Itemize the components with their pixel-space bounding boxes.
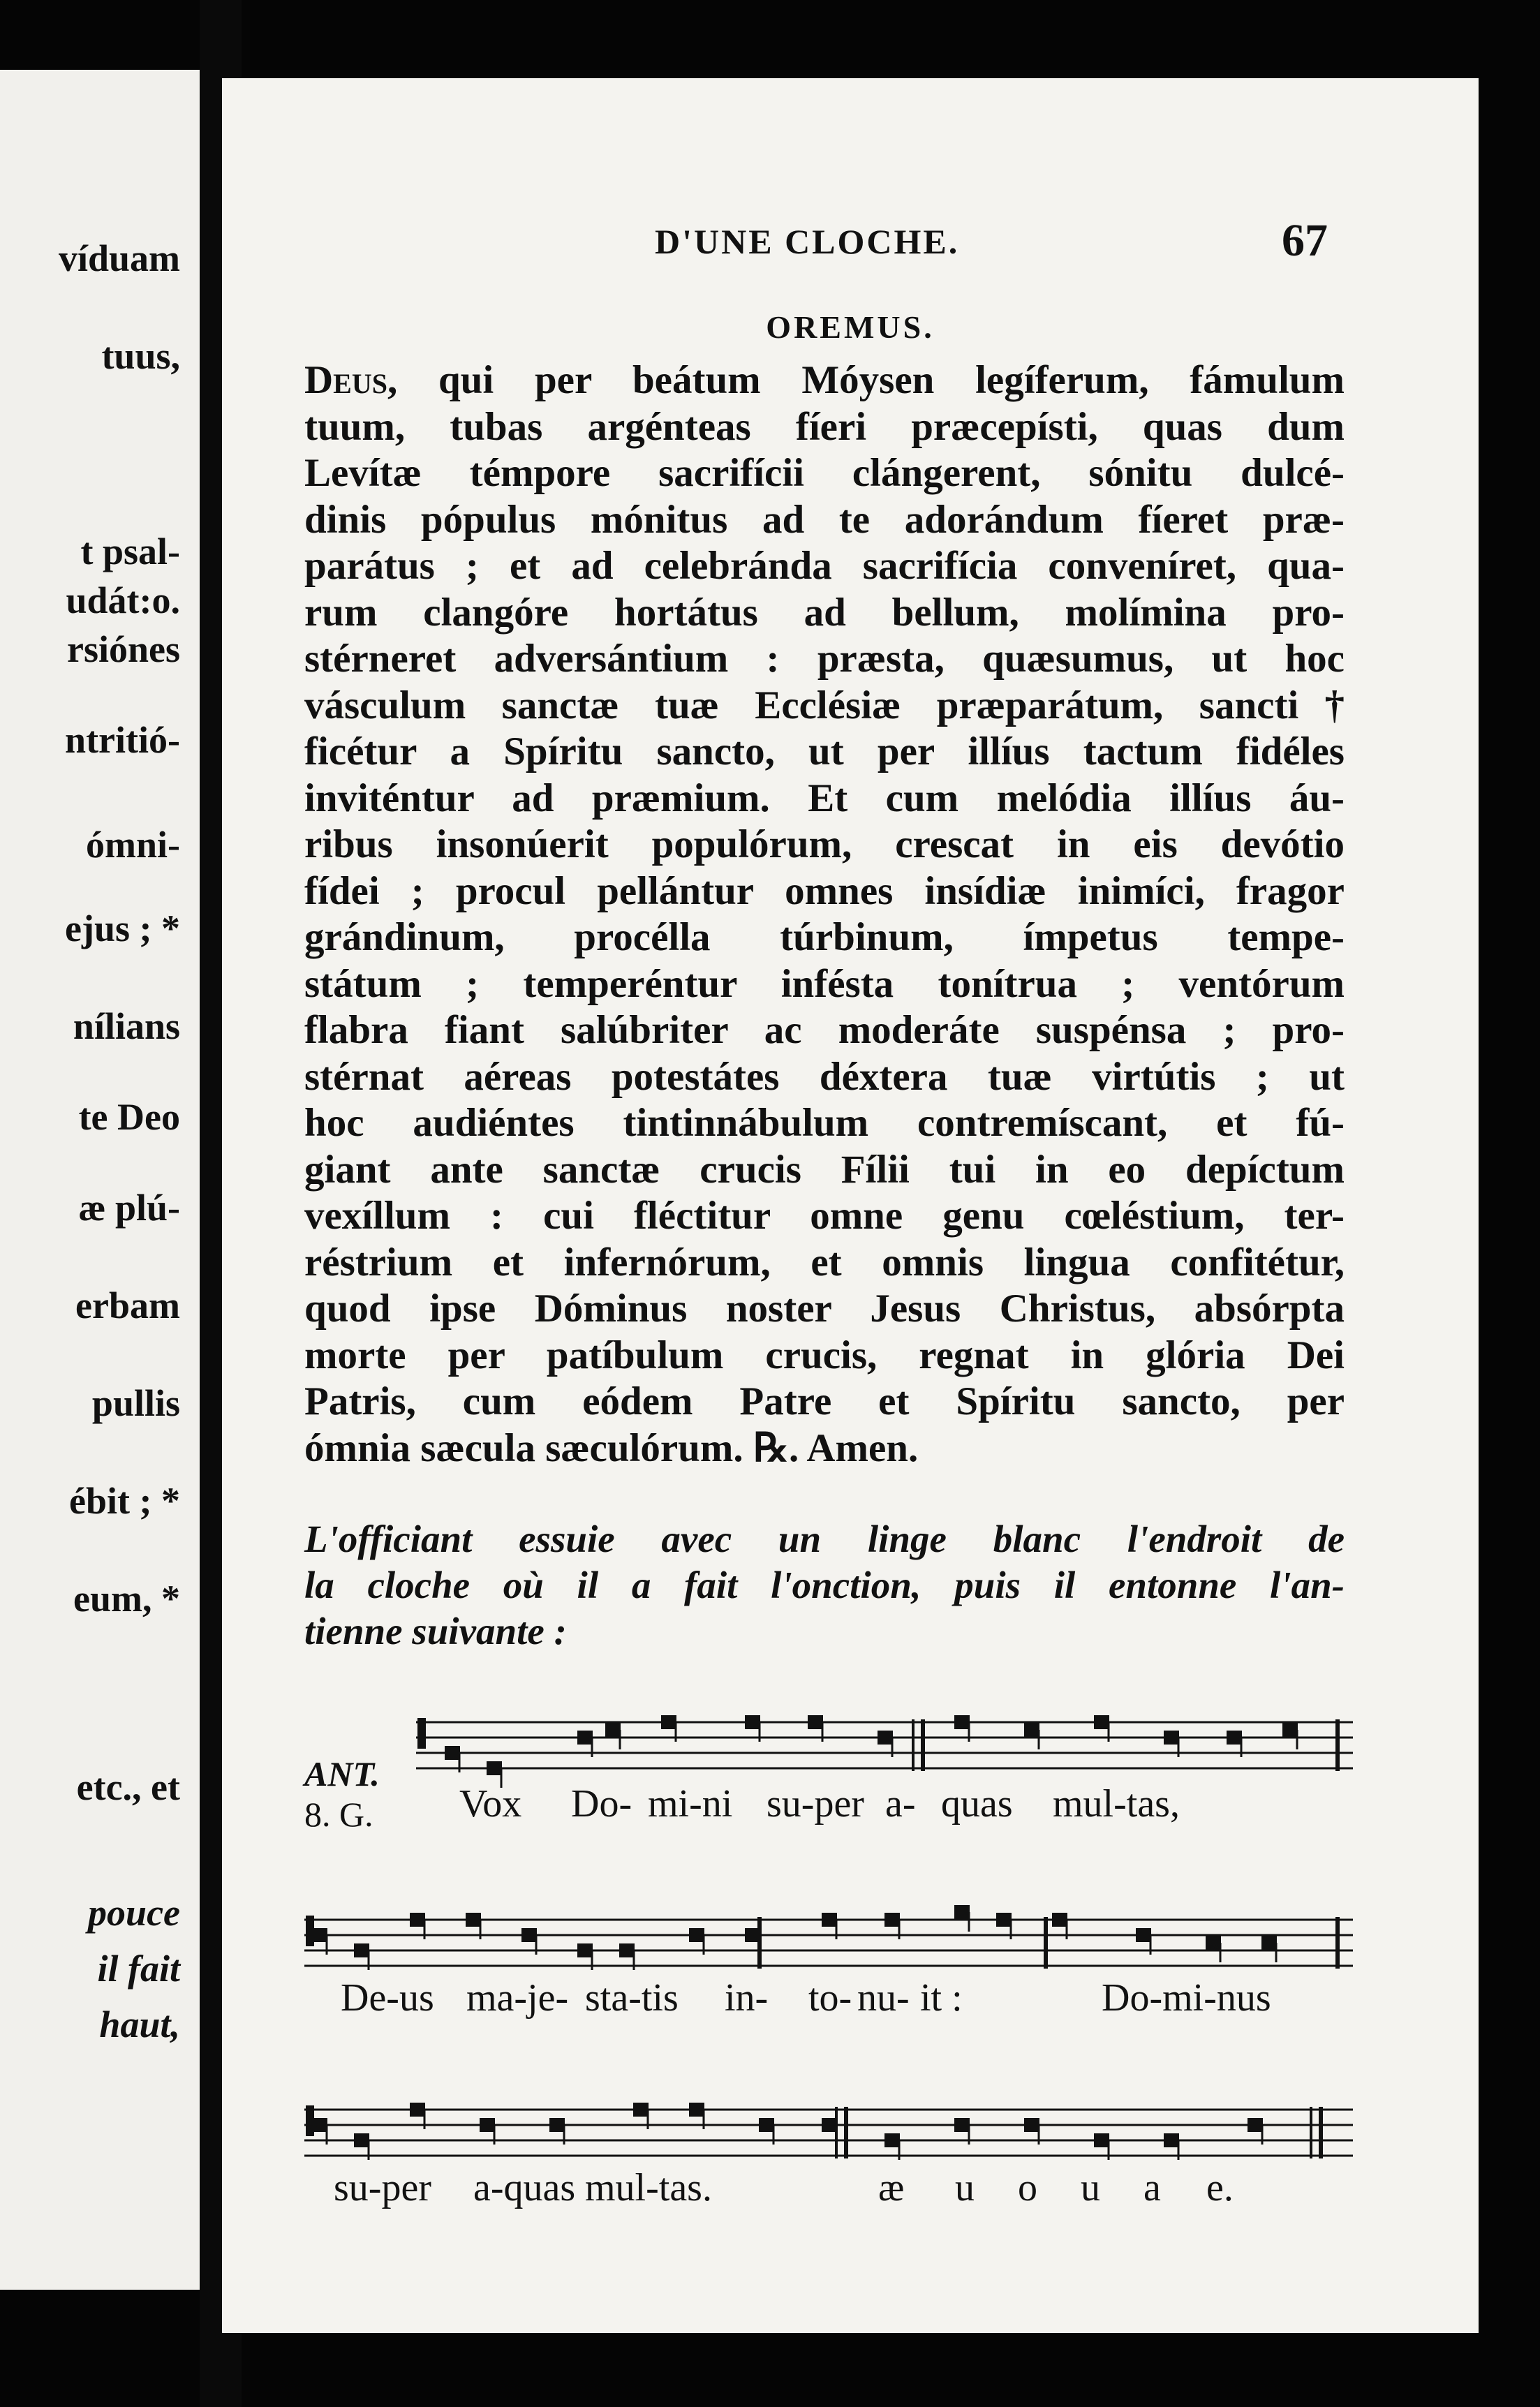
neume [1164, 2133, 1179, 2147]
facing-page-line: tuus, [101, 335, 180, 377]
facing-page-line: etc., et [76, 1766, 180, 1808]
prayer-line: grándinum, procélla túrbinum, ímpetus tempe- [304, 915, 1345, 959]
prayer-line: hoc audiéntes tintinnábulum contremíscant, et fú- [304, 1101, 1345, 1145]
lyric-syllable: su-per [767, 1782, 864, 1825]
prayer-line: morte per patíbulum crucis, regnat in glória Dei [304, 1333, 1345, 1377]
neume [1282, 1723, 1298, 1737]
lyric-syllable: Vox [459, 1782, 522, 1825]
neume [577, 1731, 593, 1745]
prayer-line: giant ante sanctæ crucis Fílii tui in eo depíctum [304, 1147, 1345, 1192]
prayer-line: stérneret adversántium : præsta, quæsumus, ut hoc [304, 637, 1345, 681]
neume [1247, 2118, 1263, 2132]
neume [445, 1746, 460, 1760]
facing-page [0, 70, 200, 2290]
neume [1024, 2118, 1039, 2132]
prayer-line: rum clangóre hortátus ad bellum, molímina pro- [304, 590, 1345, 635]
neume [312, 2118, 327, 2132]
prayer-line [304, 357, 1345, 404]
lyric-syllable: mul-tas, [1053, 1782, 1180, 1825]
prayer-line: vexíllum : cui fléctitur omne genu cœléstium, ter- [304, 1194, 1345, 1238]
section-heading: OREMUS. [766, 309, 935, 345]
antiphon-abbrev: ANT. [304, 1754, 380, 1793]
facing-page-line: víduam [58, 237, 180, 279]
neume [354, 2133, 369, 2147]
prayer-line: parátus ; et ad celebránda sacrifícia conveníret, qua- [304, 544, 1345, 588]
prayer-line: quod ipse Dóminus noster Jesus Christus, absórpta [304, 1287, 1345, 1331]
facing-page-line: ómni- [86, 824, 180, 866]
lyric-syllable: mi-ni [648, 1782, 733, 1825]
prayer-line: stérnat aéreas potestátes déxtera tuæ virtútis ; ut [304, 1054, 1345, 1099]
dropcap-word: Deus, [304, 358, 398, 402]
facing-page-line: te Deo [78, 1096, 180, 1138]
prayer-line: dinis pópulus mónitus ad te adorándum fíeret præ- [304, 497, 1345, 542]
neume [1094, 2133, 1109, 2147]
facing-page-line: t psal- [80, 531, 180, 572]
neume [1164, 1731, 1179, 1745]
facing-page-line: nílians [73, 1005, 180, 1047]
neume [1052, 1913, 1067, 1927]
prayer-line: ficétur a Spíritu sancto, ut per illíus tactum fidéles [304, 729, 1345, 773]
neume [996, 1913, 1012, 1927]
prayer-line: Patris, cum eódem Patre et Spíritu sancto, per [304, 1379, 1345, 1423]
neume [884, 1913, 900, 1927]
neume [661, 1715, 676, 1729]
neume [689, 2103, 704, 2117]
antiphon-mode: 8. G. [304, 1795, 373, 1834]
lyric-syllable: quas [941, 1782, 1013, 1825]
lyric-syllable: a-quas [473, 2166, 576, 2209]
lyric-syllable: De-us [341, 1976, 434, 2020]
prayer-line: inviténtur ad præmium. Et cum melódia illíus áu- [304, 776, 1345, 820]
facing-page-line: rsiónes [67, 628, 180, 670]
neume [1206, 1936, 1221, 1950]
prayer-line: réstrium et infernórum, et omnis lingua confitétur, [304, 1240, 1345, 1284]
neume [312, 1928, 327, 1942]
neume [954, 1905, 970, 1919]
facing-page-line: ntritió- [65, 719, 180, 761]
facing-page-line: ébit ; * [69, 1480, 180, 1522]
page-number: 67 [1282, 215, 1328, 266]
facing-page-line: ejus ; * [65, 908, 180, 949]
neume [619, 1943, 635, 1957]
facing-page-line: haut, [99, 2004, 180, 2045]
neume [1261, 1936, 1277, 1950]
neume [759, 2118, 774, 2132]
neume [577, 1943, 593, 1957]
prayer-line: státum ; temperéntur infésta tonítrua ; ventórum [304, 961, 1345, 1006]
lyric-syllable: æ [878, 2166, 905, 2209]
lyric-syllable: sta-tis [585, 1976, 679, 2020]
facing-page-line: pullis [91, 1382, 180, 1424]
neume [549, 2118, 565, 2132]
facing-page-line: erbam [75, 1284, 180, 1326]
neume [954, 2118, 970, 2132]
lyric-syllable: Do- [571, 1782, 632, 1825]
running-head [222, 215, 1479, 270]
neume [689, 1928, 704, 1942]
book-page [222, 78, 1479, 2333]
facing-page-line: eum, * [73, 1578, 180, 1620]
facing-page-line: æ plú- [78, 1187, 180, 1229]
prayer-line: ribus insonúerit populórum, crescat in eis devótio [304, 822, 1345, 866]
neume [878, 1731, 893, 1745]
lyric-syllable: o [1018, 2166, 1037, 2209]
neume [808, 1715, 823, 1729]
neume [1136, 1928, 1151, 1942]
neume [822, 1913, 837, 1927]
neume [480, 2118, 495, 2132]
neume [954, 1715, 970, 1729]
rubric-line: tienne suivante : [304, 1610, 567, 1652]
clef-mark [417, 1718, 426, 1749]
neume [521, 1928, 537, 1942]
neume [410, 1913, 425, 1927]
facing-page-line: pouce [88, 1892, 180, 1934]
neume [822, 2118, 837, 2132]
lyric-syllable: to- [808, 1976, 852, 2020]
first-line-text: qui per beátum Móysen legíferum, fámulum [397, 358, 1345, 402]
lyric-syllable: in- [725, 1976, 769, 2020]
lyric-syllable: Do-mi-nus [1102, 1976, 1271, 2020]
neume [745, 1715, 760, 1729]
prayer-text [304, 357, 1345, 1472]
prayer-line: ómnia sæcula sæculórum. ℞. Amen. [304, 1425, 919, 1470]
lyric-syllable: e. [1206, 2166, 1234, 2209]
prayer-line: Levítæ témpore sacrifícii clángerent, sónitu dulcé- [304, 451, 1345, 495]
prayer-line: flabra fiant salúbriter ac moderáte suspénsa ; pro- [304, 1008, 1345, 1052]
rubric-line: L'officiant essuie avec un linge blanc l'endroit de [304, 1518, 1345, 1560]
lyric-syllable: su-per [334, 2166, 431, 2209]
neume [884, 2133, 900, 2147]
lyric-syllable: ma-je- [466, 1976, 569, 2020]
neume [487, 1761, 502, 1775]
neume [410, 2103, 425, 2117]
neume [1094, 1715, 1109, 1729]
prayer-line: tuum, tubas argénteas fíeri præcepísti, quas dum [304, 404, 1345, 449]
neume [466, 1913, 481, 1927]
neume [605, 1723, 621, 1737]
rubric [304, 1516, 1345, 1654]
lyric-syllable: u [955, 2166, 975, 2209]
prayer-line: vásculum sanctæ tuæ Ecclésiæ præparátum, sancti† [304, 683, 1345, 727]
neume [633, 2103, 649, 2117]
prayer-line: fídei ; procul pellántur omnes insídiæ inimíci, fragor [304, 868, 1345, 913]
lyric-syllable: u [1081, 2166, 1100, 2209]
lyric-syllable: it : [920, 1976, 963, 2020]
rubric-line: la cloche où il a fait l'onction, puis il entonne l'an- [304, 1564, 1345, 1606]
neume [1227, 1731, 1242, 1745]
neume [1024, 1723, 1039, 1737]
lyric-syllable: nu- [857, 1976, 910, 2020]
running-title: D'UNE CLOCHE. [655, 222, 960, 261]
lyric-syllable: mul-tas. [585, 2166, 712, 2209]
lyric-syllable: a [1143, 2166, 1161, 2209]
facing-page-line: udát:o. [66, 579, 180, 621]
facing-page-line: il fait [97, 1948, 180, 1990]
lyric-syllable: a- [885, 1782, 916, 1825]
neume [354, 1943, 369, 1957]
